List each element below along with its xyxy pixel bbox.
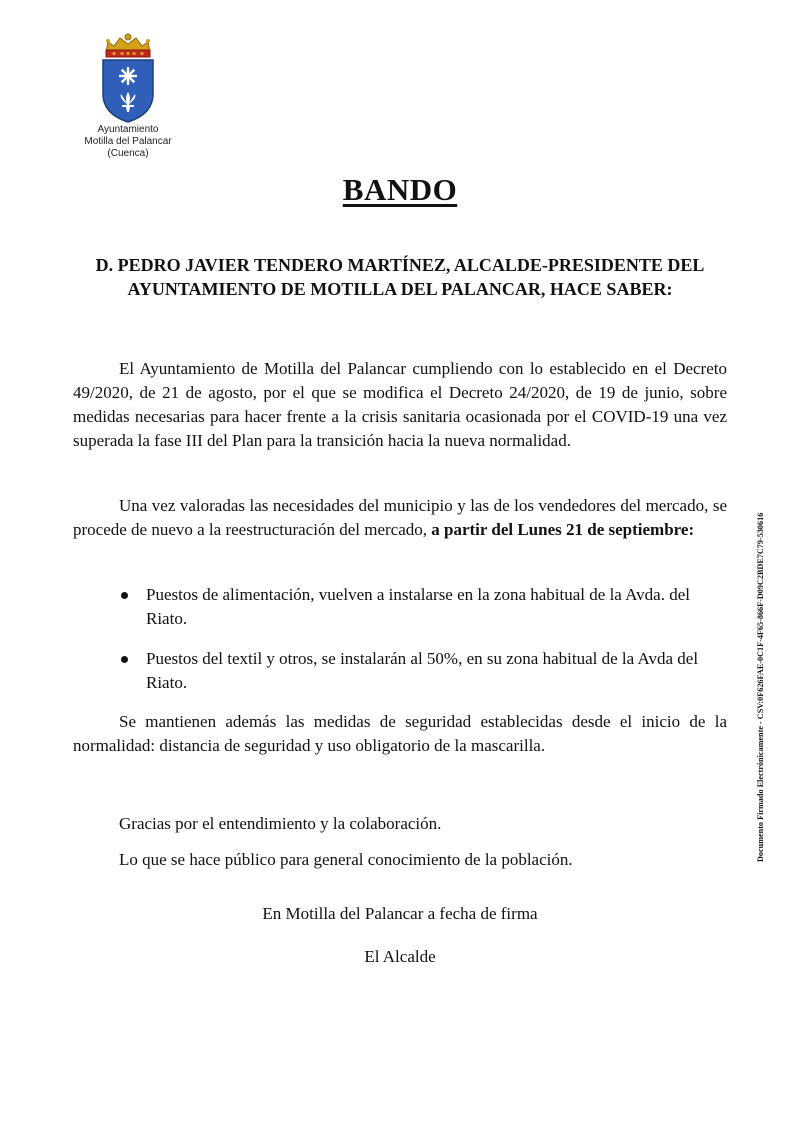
- bullet-icon: [121, 592, 128, 599]
- list-item-text: Puestos del textil y otros, se instalarán al 50%, en su zona habitual de la Avda del Riato.: [146, 649, 699, 692]
- heading-line: AYUNTAMIENTO DE MOTILLA DEL PALANCAR, HACE SABER:: [127, 279, 673, 299]
- thanks-line: Gracias por el entendimiento y la colaboración.: [119, 814, 442, 833]
- coat-of-arms-icon: [98, 30, 158, 124]
- caption-line: Ayuntamiento: [97, 124, 159, 135]
- list-item: [73, 647, 727, 695]
- signature-line: El Alcalde: [364, 947, 436, 966]
- heading-line: D. PEDRO JAVIER TENDERO MARTÍNEZ, ALCALDE-PRESIDENTE DEL: [95, 255, 705, 275]
- publication-line: Lo que se hace público para general conocimiento de la población.: [119, 850, 573, 869]
- bullet-icon: [121, 656, 128, 663]
- place-date-line: En Motilla del Palancar a fecha de firma: [262, 904, 538, 923]
- mayor-heading: [60, 253, 740, 301]
- csv-code: Documento Firmado Electrónicamente - CSV:0F626FAE-0C1F-4F65-866F-D09C2BDE7C79-530616: [756, 512, 765, 862]
- paragraph-decree: El Ayuntamiento de Motilla del Palancar cumpliendo con lo establecido en el Decreto 49/2020, de 21 de agosto, por el que se modifica el Decreto 24/2020, de 19 de junio, sobre medidas necesarias para hacer frente a la crisis sanitaria ocasionada por el COVID-19 una vez superada la fase III del Plan para la transición hacia la nueva normalidad.: [73, 359, 727, 450]
- list-item-text: Puestos de alimentación, vuelven a instalarse en la zona habitual de la Avda. del Riato.: [146, 585, 690, 628]
- list-item: [73, 583, 727, 631]
- document-title: BANDO: [342, 172, 458, 207]
- caption-line: (Cuenca): [107, 148, 149, 159]
- paragraph-safety: Se mantienen además las medidas de seguridad establecidas desde el inicio de la normalidad: distancia de seguridad y uso obligatorio de la mascarilla.: [73, 712, 727, 755]
- paragraph-market-text: Una vez valoradas las necesidades del municipio y las de los vendedores del mercado, se procede de nuevo a la reestructuración del mercado,: [73, 496, 727, 539]
- caption-line: Motilla del Palancar: [84, 136, 172, 147]
- electronic-signature-stamp: [756, 462, 780, 862]
- municipality-caption: [58, 124, 198, 160]
- paragraph-market: [73, 494, 727, 542]
- paragraph-market-date: a partir del Lunes 21 de septiembre:: [431, 520, 695, 539]
- market-stalls-list: [73, 583, 727, 711]
